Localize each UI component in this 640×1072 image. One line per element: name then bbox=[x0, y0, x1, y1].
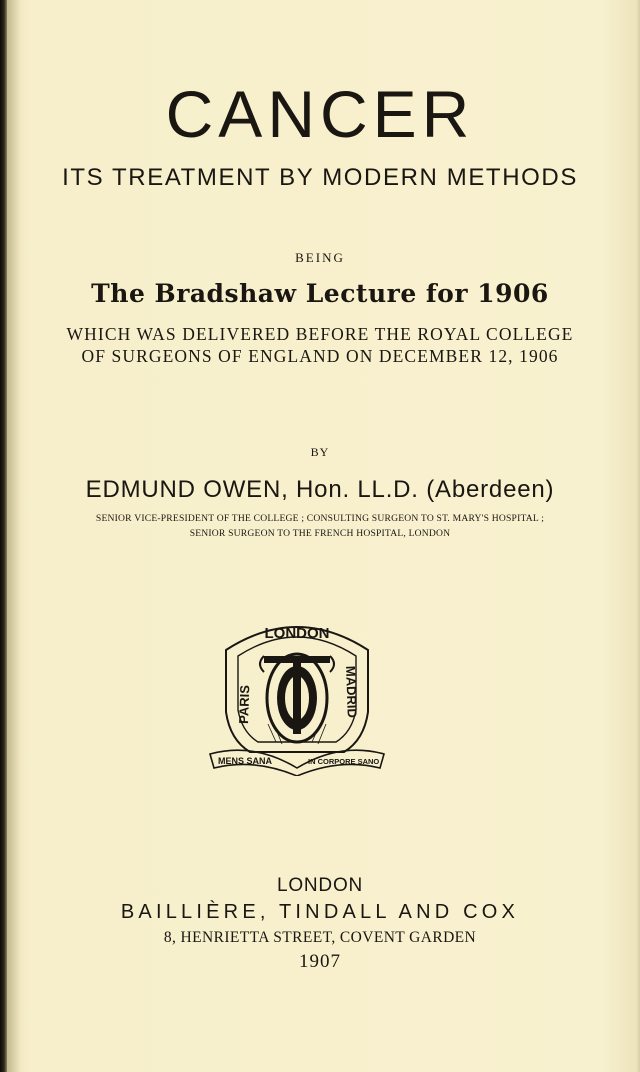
being-label: BEING bbox=[295, 250, 345, 265]
imprint-year: 1907 bbox=[299, 951, 341, 972]
author-position-line-2: SENIOR SURGEON TO THE FRENCH HOSPITAL, LONDON bbox=[189, 528, 451, 539]
book-title: CANCER bbox=[165, 77, 475, 151]
lecture-title: The Bradshaw Lecture for 1906 bbox=[91, 279, 549, 308]
seal-text-bottom-left: MENS SANA bbox=[218, 756, 273, 766]
book-subtitle: ITS TREATMENT BY MODERN METHODS bbox=[62, 164, 578, 191]
seal-text-top: LONDON bbox=[264, 625, 330, 642]
author-position-line-1: SENIOR VICE-PRESIDENT OF THE COLLEGE ; CONSULTING SURGEON TO ST. MARY'S HOSPITAL ; bbox=[95, 513, 545, 524]
imprint-publisher: BAILLIÈRE, TINDALL AND COX bbox=[120, 901, 520, 923]
seal-text-right: MADRID bbox=[343, 665, 360, 719]
seal-text-bottom-right: IN CORPORE SANO bbox=[308, 757, 380, 766]
imprint-city: LONDON bbox=[276, 875, 364, 896]
imprint-address: 8, HENRIETTA STREET, COVENT GARDEN bbox=[163, 929, 477, 946]
seal-text-left: PARIS bbox=[236, 684, 253, 725]
publisher-seal-icon bbox=[204, 612, 390, 776]
author-name: EDMUND OWEN, Hon. LL.D. (Aberdeen) bbox=[85, 476, 555, 503]
delivery-line-2: OF SURGEONS OF ENGLAND ON DECEMBER 12, 1906 bbox=[81, 346, 559, 366]
by-label: BY bbox=[310, 445, 330, 459]
delivery-line-1: WHICH WAS DELIVERED BEFORE THE ROYAL COLLEGE bbox=[66, 324, 574, 344]
